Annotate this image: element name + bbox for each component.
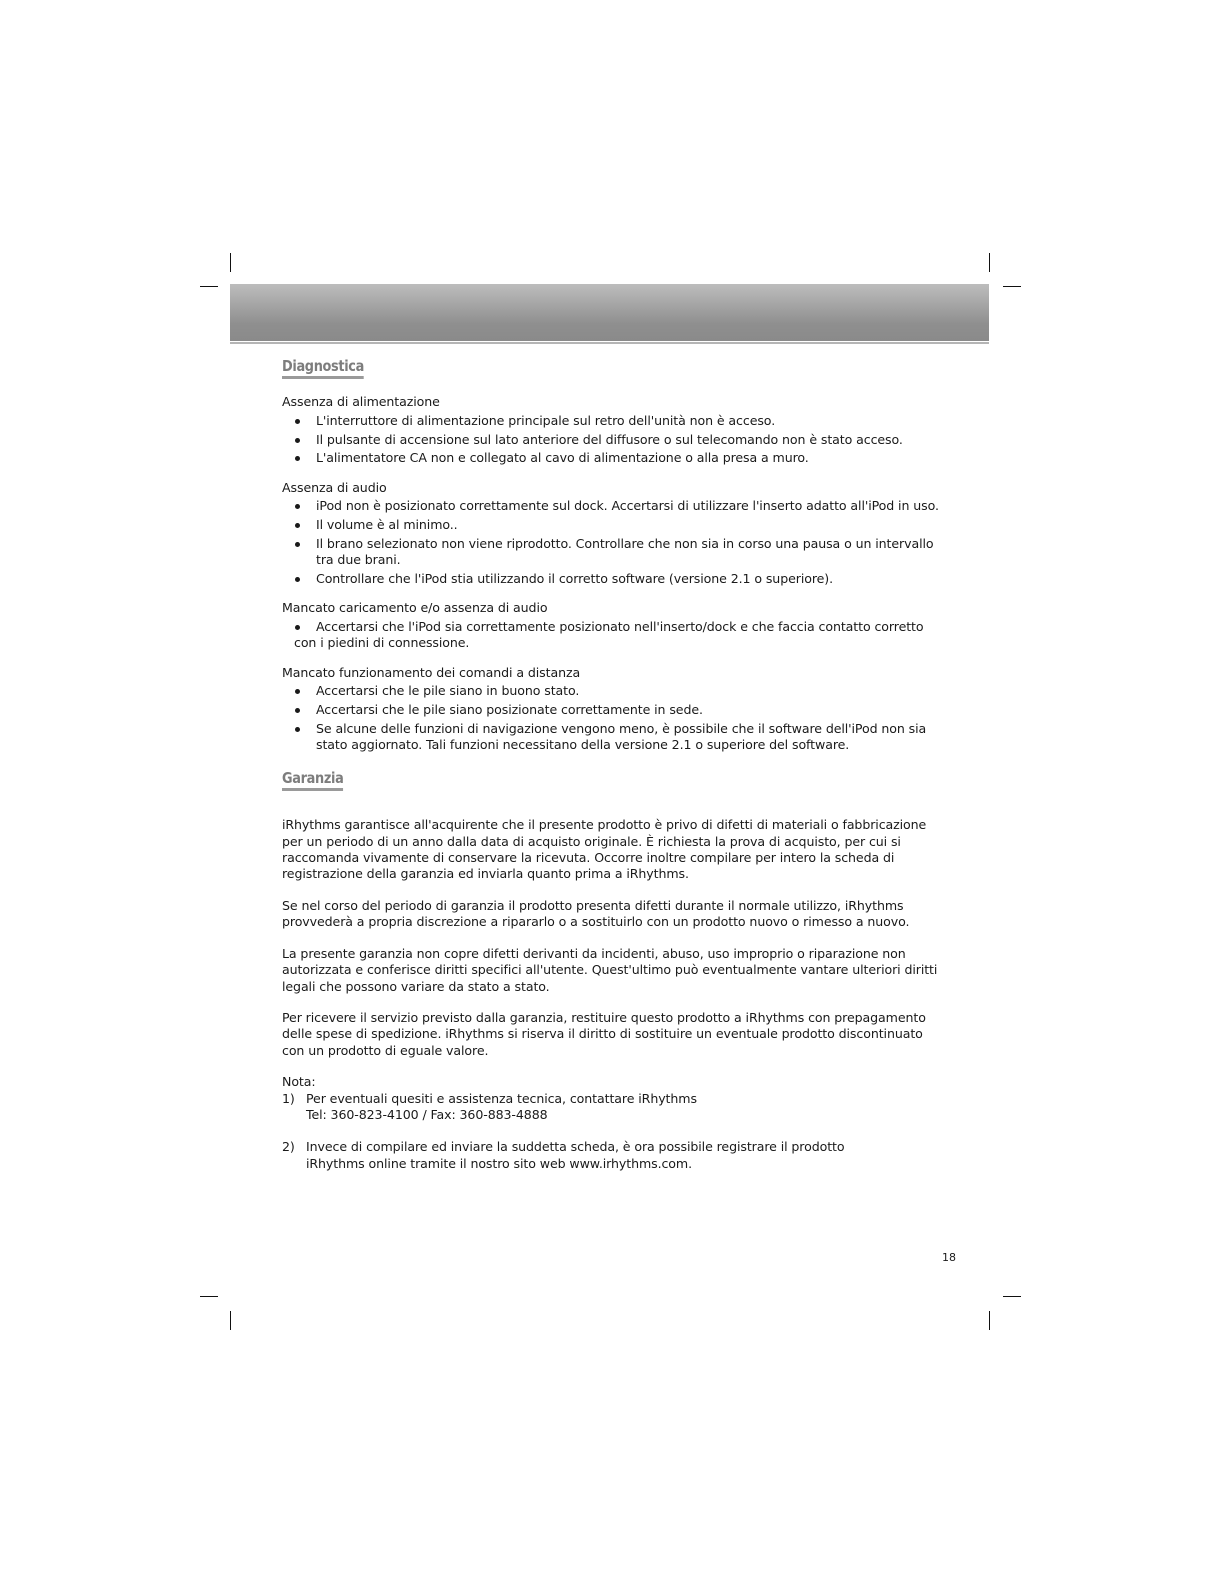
list-item: L'interruttore di alimentazione principale sul retro dell'unità non è acceso.	[282, 413, 942, 429]
page-number: 18	[942, 1251, 956, 1264]
note-item	[282, 1139, 942, 1172]
group-title: Mancato caricamento e/o assenza di audio	[282, 600, 548, 616]
bullet-list	[282, 413, 942, 467]
note-item-number: 2)	[282, 1139, 295, 1155]
list-item: Accertarsi che le pile siano in buono stato.	[282, 683, 942, 699]
list-item: Il pulsante di accensione sul lato anteriore del diffusore o sul telecomando non è stato acceso.	[282, 432, 942, 448]
page-content	[282, 358, 942, 1172]
crop-mark-top-right-vertical	[989, 253, 990, 272]
diagnostics-group-audio	[282, 480, 942, 588]
note-item-line: Per eventuali quesiti e assistenza tecnica, contattare iRhythms	[306, 1090, 697, 1106]
bullet-list	[282, 498, 942, 587]
warranty-paragraph: iRhythms garantisce all'acquirente che il presente prodotto è privo di difetti di materiali o fabbricazione per un periodo di un anno dalla data di acquisto originale. È richiesta la prova di acquisto, per cui si raccomanda vivamente di conservare la ricevuta. Occorre inoltre compilare per intero la scheda di registrazione della garanzia ed inviarla quanto prima a iRhythms.	[282, 817, 927, 882]
list-item: Il volume è al minimo..	[282, 517, 942, 533]
crop-mark-bottom-left-horizontal	[200, 1296, 218, 1297]
diagnostics-group-charging	[282, 600, 942, 651]
header-divider	[230, 342, 989, 344]
crop-mark-top-right-horizontal	[1003, 286, 1021, 287]
warranty-title: Garanzia	[282, 770, 343, 791]
list-item: Il brano selezionato non viene riprodotto. Controllare che non sia in corso una pausa o un intervallo tra due brani.	[282, 536, 942, 569]
crop-mark-top-left-horizontal	[200, 286, 218, 287]
note-item-number: 1)	[282, 1090, 295, 1106]
bullet-list	[282, 683, 942, 753]
group-title: Assenza di alimentazione	[282, 394, 440, 410]
note-item-line: Invece di compilare ed inviare la suddetta scheda, è ora possibile registrare il prodotto	[306, 1139, 845, 1155]
note-item-line: iRhythms online tramite il nostro sito web www.irhythms.com.	[306, 1155, 692, 1171]
list-item-text: Accertarsi che l'iPod sia correttamente posizionato nell'inserto/dock e che faccia contatto corretto con i piedini di connessione.	[294, 618, 924, 651]
crop-mark-bottom-right-horizontal	[1003, 1296, 1021, 1297]
list-item: L'alimentatore CA non e collegato al cavo di alimentazione o alla presa a muro.	[282, 450, 942, 466]
diagnostics-title: Diagnostica	[282, 358, 364, 379]
warranty-paragraph: Per ricevere il servizio previsto dalla garanzia, restituire questo prodotto a iRhythms con prepagamento delle spese di spedizione. iRhythms si riserva il diritto di sostituire un eventuale prodotto discontinuato con un prodotto di eguale valore.	[282, 1009, 926, 1058]
warranty-paragraph: Se nel corso del periodo di garanzia il prodotto presenta difetti durante il normale utilizzo, iRhythms provvederà a propria discrezione a ripararlo o a sostituirlo con un prodotto nuovo o rimesso a nuovo.	[282, 897, 910, 930]
diagnostics-group-power	[282, 394, 942, 466]
list-item: iPod non è posizionato correttamente sul dock. Accertarsi di utilizzare l'inserto adatto all'iPod in uso.	[282, 498, 942, 514]
crop-mark-top-left-vertical	[230, 253, 231, 272]
crop-mark-bottom-right-vertical	[989, 1311, 990, 1330]
diagnostics-group-remote	[282, 665, 942, 754]
list-item: Accertarsi che le pile siano posizionate correttamente in sede.	[282, 702, 942, 718]
note-item	[282, 1091, 942, 1124]
warranty-body	[282, 817, 942, 1172]
list-item: Se alcune delle funzioni di navigazione vengono meno, è possibile che il software dell'iPod non sia stato aggiornato. Tali funzioni necessitano della versione 2.1 o superiore del software.	[282, 721, 942, 754]
note-label: Nota:	[282, 1074, 316, 1090]
note-item-line: Tel: 360-823-4100 / Fax: 360-883-4888	[306, 1106, 548, 1122]
list-item: Controllare che l'iPod stia utilizzando il corretto software (versione 2.1 o superiore).	[282, 571, 942, 587]
header-band	[230, 284, 989, 341]
hanging-list-item	[282, 619, 942, 652]
bullet-icon	[295, 625, 300, 630]
warranty-paragraph: La presente garanzia non copre difetti derivanti da incidenti, abuso, uso improprio o riparazione non autorizzata e conferisce diritti specifici all'utente. Quest'ultimo può eventualmente vantare ulteriori diritti legali che possono variare da stato a stato.	[282, 945, 938, 994]
group-title: Mancato funzionamento dei comandi a distanza	[282, 664, 581, 680]
crop-mark-bottom-left-vertical	[230, 1311, 231, 1330]
group-title: Assenza di audio	[282, 479, 387, 495]
